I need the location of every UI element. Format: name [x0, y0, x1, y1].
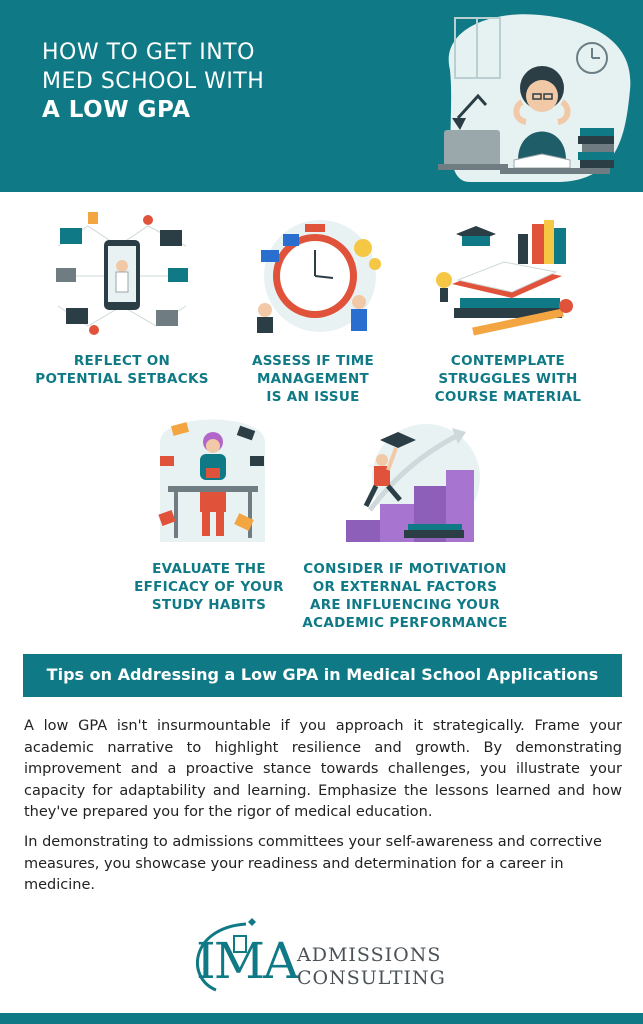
stressed-student-illustration-icon	[430, 10, 635, 188]
tile-time-management	[235, 216, 395, 336]
logo-word-admissions: ADMISSIONS	[297, 944, 442, 966]
label-line: MANAGEMENT	[256, 371, 370, 387]
clock-icon	[235, 216, 395, 336]
label-line: REFLECT ON	[73, 353, 171, 369]
tile-reflect-setbacks	[48, 206, 196, 342]
tips-heading-bar	[23, 654, 622, 697]
tips-paragraph-1: A low GPA isn't insurmountable if you approach it strategically. Frame your academic narrative to highlight resilience and growth. By demonstrating improvement and a proactive stance towards challenges, you illustrate your capacity for adaptability and learning. Emphasize the lessons learned and how they've prepared you for the rigor of medical education.	[24, 718, 622, 820]
label-line: CONSIDER IF MOTIVATION	[303, 561, 507, 577]
label-line: IS AN ISSUE	[266, 389, 360, 405]
page-title	[42, 38, 264, 125]
label-line: ARE INFLUENCING YOUR	[309, 597, 501, 613]
tile-label-course-material	[398, 352, 618, 406]
label-line: ACADEMIC PERFORMANCE	[302, 615, 508, 631]
stairs-graduate-icon	[340, 420, 480, 546]
title-line-2: MED SCHOOL WITH	[42, 69, 265, 94]
tile-label-motivation	[295, 560, 515, 632]
tile-label-study-habits	[99, 560, 319, 614]
label-line: STRUGGLES WITH	[438, 371, 578, 387]
tile-label-reflect-setbacks	[12, 352, 232, 388]
network-phone-icon	[48, 206, 196, 342]
tips-heading: Tips on Addressing a Low GPA in Medical School Applications	[46, 665, 599, 684]
footer-bar	[0, 1013, 643, 1024]
label-line: COURSE MATERIAL	[434, 389, 582, 405]
label-line: STUDY HABITS	[151, 597, 267, 613]
title-line-3: A LOW GPA	[42, 97, 191, 123]
logo-word-consulting: CONSULTING	[297, 967, 446, 989]
tile-study-habits	[150, 412, 275, 548]
ima-logo	[186, 918, 466, 998]
logo-mark: IMA	[196, 932, 298, 990]
label-line: OR EXTERNAL FACTORS	[312, 579, 498, 595]
title-line-1: HOW TO GET INTO	[42, 40, 255, 65]
label-line: ASSESS IF TIME	[251, 353, 375, 369]
label-line: EVALUATE THE	[152, 561, 266, 577]
header-banner	[0, 0, 643, 192]
label-line: POTENTIAL SETBACKS	[35, 371, 209, 387]
tile-label-time-management	[203, 352, 423, 406]
tips-paragraph-2: In demonstrating to admissions committees your self-awareness and corrective measures, you showcase your readiness and determination for a career in medicine.	[24, 834, 602, 893]
tile-course-material	[432, 214, 582, 336]
label-line: CONTEMPLATE	[450, 353, 566, 369]
books-icon	[432, 214, 582, 336]
student-desk-icon	[150, 412, 275, 548]
tile-motivation	[340, 420, 480, 546]
label-line: EFFICACY OF YOUR	[134, 579, 284, 595]
